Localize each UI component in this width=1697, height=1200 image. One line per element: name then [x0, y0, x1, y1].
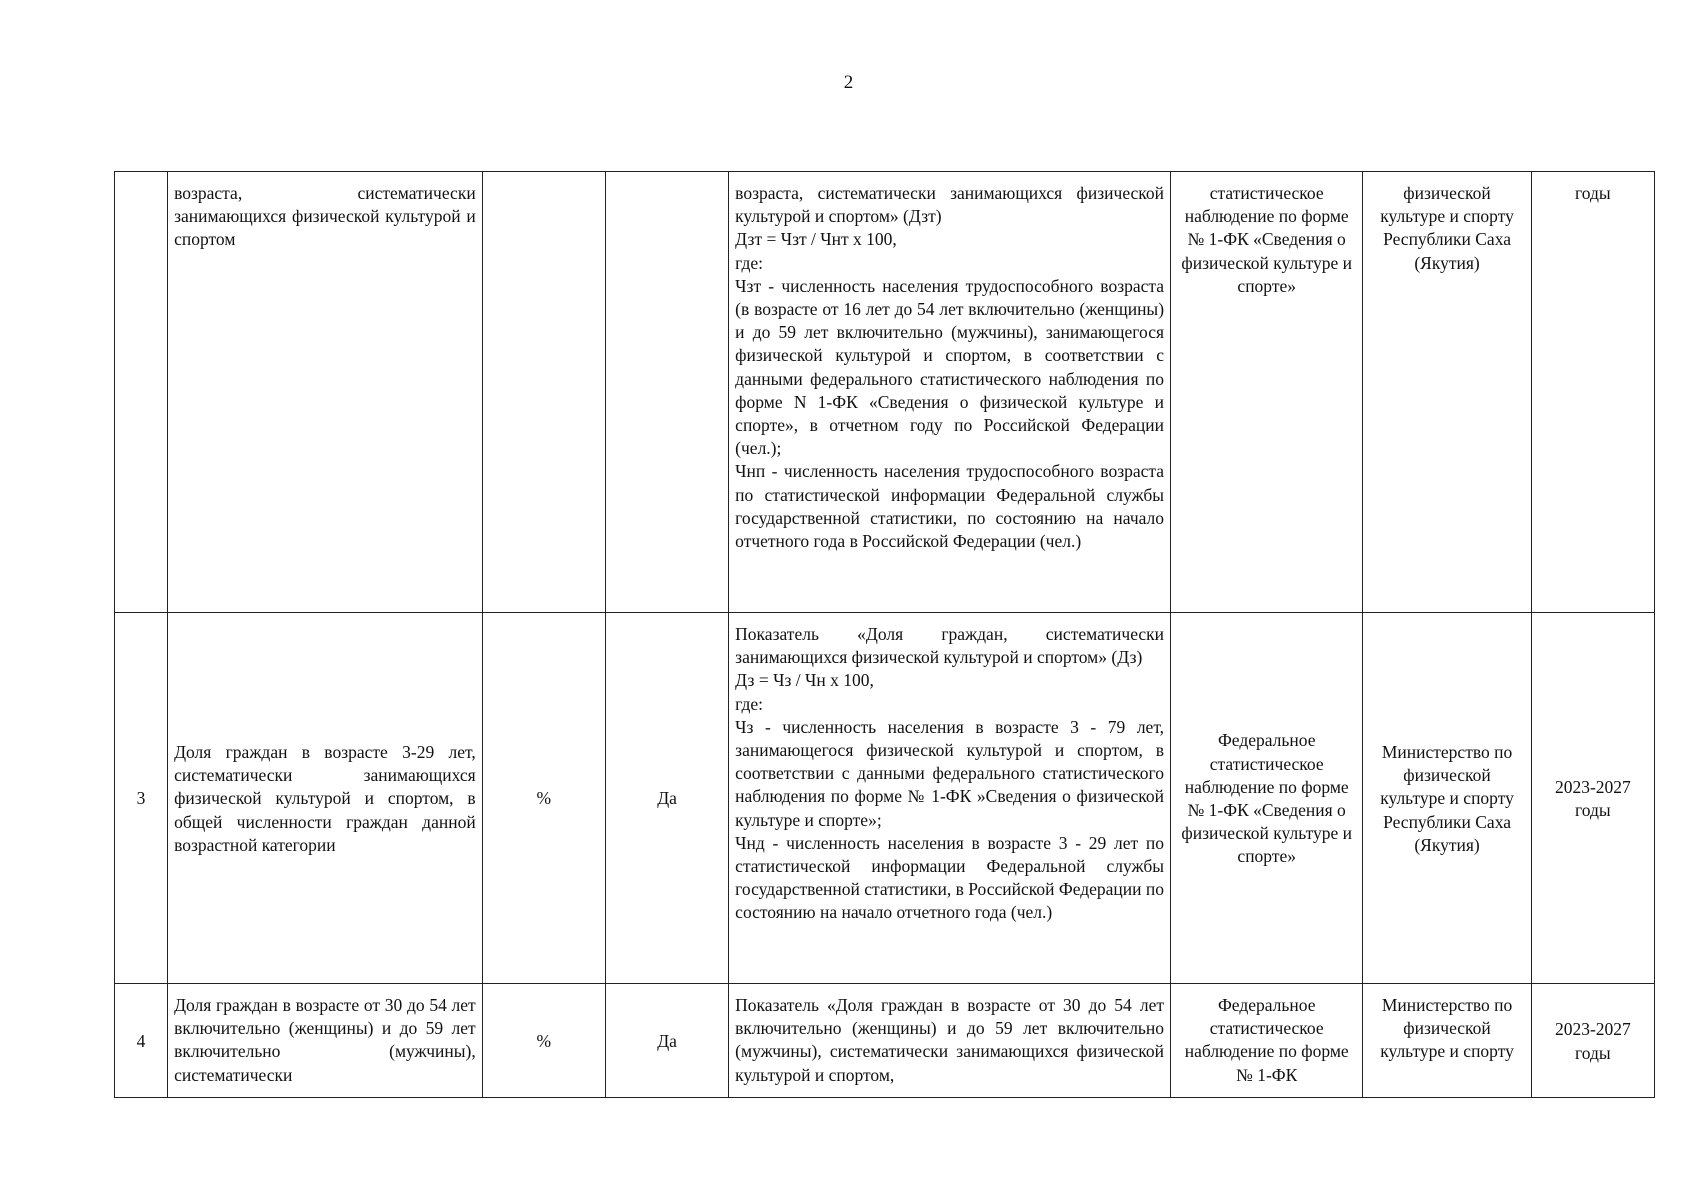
responsible-cell: физической культуре и спорту Республики Саха (Якутия) [1363, 172, 1531, 613]
method-cell [729, 172, 1171, 613]
source-cell: Федеральное статистическое наблюдение по форме № 1-ФК «Сведения о физической культуре и спорте» [1171, 613, 1363, 984]
method-paragraph: Чзт - численность населения трудоспособного возраста (в возрасте от 16 лет до 54 лет включительно (женщины) и до 59 лет включительно (мужчины), занимающегося физической культурой и спортом, в соответствии с данными федерального статистического наблюдения по форме N 1-ФК «Сведения о физической культуре и спорте», в отчетном году по Российской Федерации (чел.); [735, 275, 1165, 459]
flag-cell [605, 172, 728, 613]
unit-cell: % [482, 613, 605, 984]
method-paragraph: Чз - численность населения в возрасте 3 - 79 лет, занимающегося физической культурой и спортом, в соответствии с данными федерального статистического наблюдения по форме № 1-ФК »Сведения о физической культуре и спорте»; [735, 716, 1165, 830]
unit-cell: % [482, 984, 605, 1098]
flag-cell: Да [605, 613, 728, 984]
method-paragraph: где: [735, 693, 764, 714]
indicator-name-cell: возраста, систематически занимающихся физической культурой и спортом [168, 172, 483, 613]
table-row [115, 984, 1655, 1098]
period-cell: годы [1531, 172, 1654, 613]
indicator-name-cell: Доля граждан в возрасте от 30 до 54 лет включительно (женщины) и до 59 лет включительно (мужчины), систематически [168, 984, 483, 1098]
row-number-cell: 4 [115, 984, 168, 1098]
period-cell: 2023-2027 годы [1531, 613, 1654, 984]
method-cell [729, 984, 1171, 1098]
table-row [115, 613, 1655, 984]
method-paragraph: Чнд - численность населения в возрасте 3 - 29 лет по статистической информации Федеральной службы государственной статистики, в Российской Федерации по состоянию на начало отчетного года (чел.) [735, 832, 1165, 923]
row-number-cell: 3 [115, 613, 168, 984]
unit-cell [482, 172, 605, 613]
responsible-cell: Министерство по физической культуре и спорту Республики Саха (Якутия) [1363, 613, 1531, 984]
flag-cell: Да [605, 984, 728, 1098]
method-paragraph: где: [735, 252, 764, 273]
page-number: 2 [843, 72, 854, 93]
row-number-cell [115, 172, 168, 613]
method-paragraph: Показатель «Доля граждан в возрасте от 30 до 54 лет включительно (женщины) и до 59 лет включительно (мужчины), систематически занимающихся физической культурой и спортом, [735, 995, 1165, 1085]
method-paragraph: Чнп - численность населения трудоспособного возраста по статистической информации Федеральной службы государственной статистики, по состоянию на начало отчетного года в Российской Федерации (чел.) [735, 461, 1165, 552]
source-cell: статистическое наблюдение по форме № 1-ФК «Сведения о физической культуре и спорте» [1171, 172, 1363, 613]
indicators-table [114, 171, 1655, 1098]
method-paragraph: Показатель «Доля граждан, систематически занимающихся физической культурой и спортом» (Дз) [735, 624, 1165, 668]
responsible-cell: Министерство по физической культуре и спорту [1363, 984, 1531, 1098]
method-paragraph: возраста, систематически занимающихся физической культурой и спортом» (Дзт) [735, 183, 1165, 227]
source-cell: Федеральное статистическое наблюдение по форме № 1-ФК [1171, 984, 1363, 1098]
method-paragraph: Дзт = Чзт / Чнт x 100, [735, 229, 897, 250]
table-row [115, 172, 1655, 613]
indicator-name-cell: Доля граждан в возрасте 3-29 лет, систематически занимающихся физической культурой и спортом, в общей численности граждан данной возрастной категории [168, 613, 483, 984]
period-cell: 2023-2027 годы [1531, 984, 1654, 1098]
method-cell [729, 613, 1171, 984]
method-paragraph: Дз = Чз / Чн x 100, [735, 670, 874, 691]
